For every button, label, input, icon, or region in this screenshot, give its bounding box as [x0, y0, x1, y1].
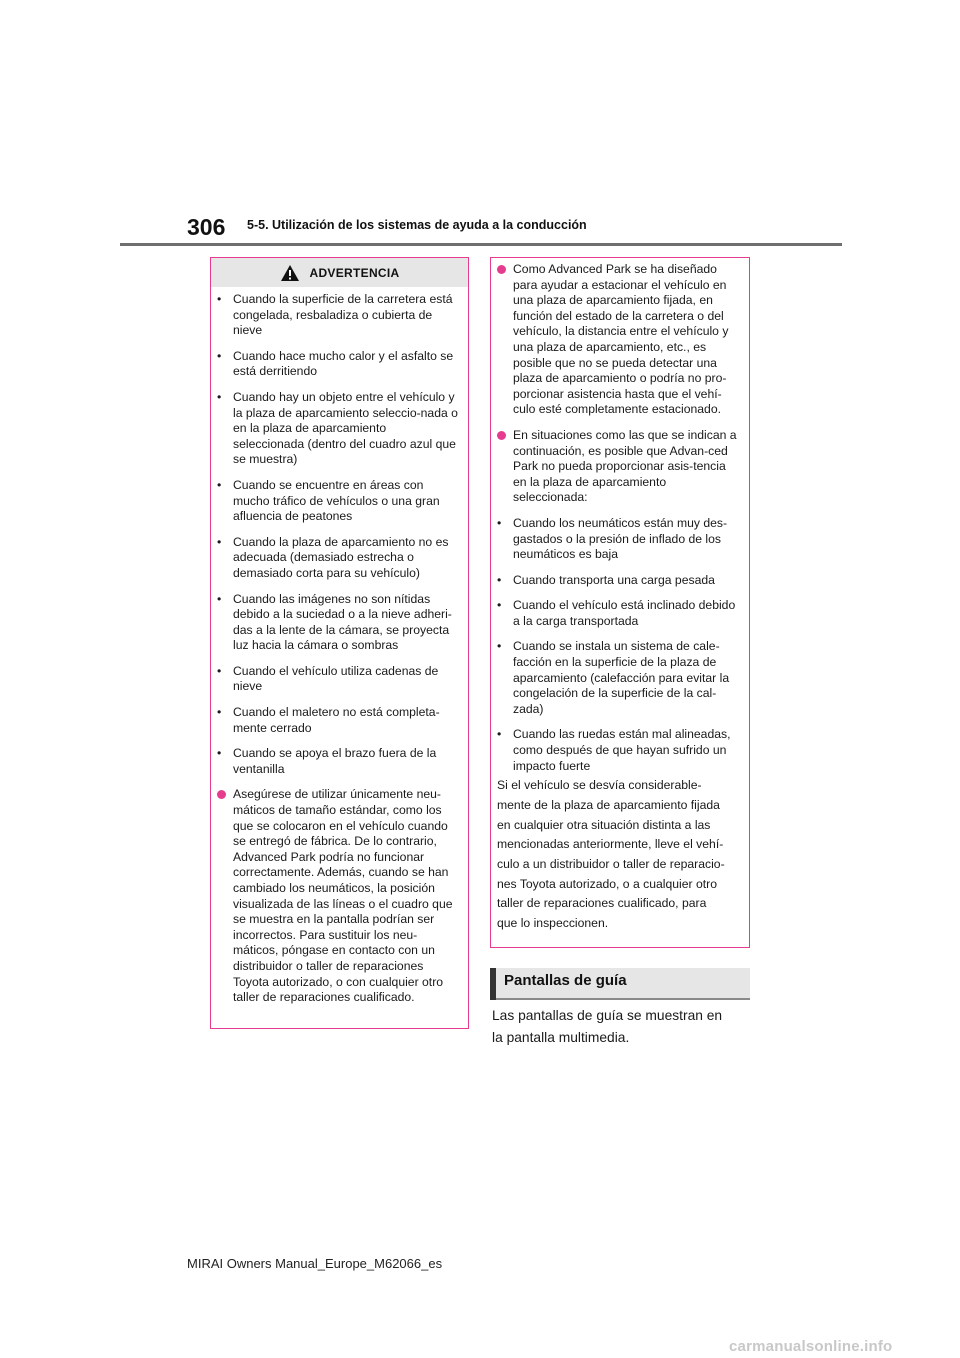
warning-item-text: Cuando hace mucho calor y el asfalto se está derritiendo: [233, 348, 454, 379]
bullet-marker: •: [497, 515, 502, 530]
info-closing-paragraph: [497, 776, 741, 934]
info-item: [497, 573, 741, 589]
bullet-marker: •: [497, 572, 502, 587]
bullet-marker: •: [497, 727, 502, 742]
warning-item-text: Cuando se encuentre en áreas con mucho tráfico de vehículos o una gran afluencia de peatones: [233, 477, 440, 524]
guide-line: Las pantallas de guía se muestran en: [492, 1008, 723, 1023]
warning-item: [217, 535, 458, 582]
bullet-marker: •: [217, 389, 222, 404]
info-box: [490, 257, 750, 948]
section-title: 5-5. Utilización de los sistemas de ayuda a la conducción: [247, 218, 587, 232]
bullet-marker: •: [217, 477, 222, 492]
pink-bullet-icon: [497, 431, 506, 440]
guide-section-heading: [490, 968, 750, 1000]
info-item-text: Cuando transporta una carga pesada: [513, 572, 715, 587]
info-note: [497, 262, 741, 418]
pink-bullet-icon: [217, 790, 226, 799]
warning-item: [217, 705, 458, 736]
info-item: [497, 639, 741, 717]
closing-line: mente de la plaza de aparcamiento fijada: [497, 797, 720, 812]
closing-line: mencionadas anteriormente, lleve el vehí-: [497, 837, 724, 852]
bullet-marker: •: [217, 292, 222, 306]
closing-line: culo a un distribuidor o taller de reparacio-: [497, 857, 725, 872]
bullet-marker: •: [497, 639, 502, 654]
warning-triangle-icon: [280, 264, 300, 282]
warning-item: [217, 390, 458, 468]
warning-item: [217, 592, 458, 654]
watermark: carmanualsonline.info: [729, 1338, 893, 1355]
warning-item-text: Cuando se apoya el brazo fuera de la ventanilla: [233, 746, 437, 776]
footer-manual-name: MIRAI Owners Manual_Europe_M62066_es: [187, 1256, 443, 1271]
guide-section-title: Pantallas de guía: [504, 972, 627, 989]
info-item-text: Cuando se instala un sistema de cale-facción en la superficie de la plaza de aparcamiento (calefacción para evitar la congelación de la superficie de la cal-zada): [513, 639, 730, 716]
info-item-text: Cuando las ruedas están mal alineadas, como después de que hayan sufrido un impacto fuerte: [513, 727, 731, 773]
warning-item-text: Cuando las imágenes no son nítidas debido a la suciedad o a la nieve adheri-das a la lente de la cámara, se proyecta luz hacia la cámara o sombras: [233, 591, 452, 653]
info-note: [497, 428, 741, 506]
warning-item-text: Cuando el maletero no está completa-mente cerrado: [233, 705, 440, 735]
warning-item-text: Cuando el vehículo utiliza cadenas de nieve: [233, 663, 439, 694]
guide-line: la pantalla multimedia.: [492, 1030, 630, 1045]
warning-item: [217, 664, 458, 695]
warning-item: [217, 746, 458, 777]
warning-box: [210, 257, 469, 1029]
warning-item-text: Cuando la superficie de la carretera está congelada, resbaladiza o cubierta de nieve: [233, 292, 453, 338]
warning-item-text: Cuando hay un objeto entre el vehículo y la plaza de aparcamiento seleccio-nada o en la plaza de aparcamiento seleccionada (dentro del cuadro azul que se muestra): [233, 389, 458, 467]
info-item: [497, 727, 741, 774]
bullet-marker: •: [217, 705, 222, 720]
warning-item-text: Cuando la plaza de aparcamiento no es adecuada (demasiado estrecha o demasiado corta para su vehículo): [233, 534, 449, 580]
closing-line: en cualquier otra situación distinta a las: [497, 817, 711, 832]
warning-item: [217, 478, 458, 525]
bullet-marker: •: [217, 663, 222, 678]
bullet-marker: •: [217, 746, 222, 761]
pink-bullet-icon: [497, 265, 506, 274]
info-item-text: Cuando el vehículo está inclinado debido a la carga transportada: [513, 598, 736, 628]
info-item: [497, 598, 741, 629]
bullet-marker: •: [217, 591, 222, 606]
info-body: [491, 258, 749, 934]
info-note-text: Como Advanced Park se ha diseñado para ayudar a estacionar el vehículo en una plaza de aparcamiento fijada, en función del estado de la carretera o del vehículo, la distancia entre el vehículo y una plaza de aparcamiento, etc., es posible que no se pueda detectar una plaza de aparcamiento o podría no pro-porcionar asistencia hasta que el vehí-culo esté completamente estacionado.: [513, 262, 729, 417]
info-item: [497, 516, 741, 563]
warning-item: [217, 349, 458, 380]
warning-note-text: Asegúrese de utilizar únicamente neu-máticos de tamaño estándar, como los que se colocaron en el vehículo cuando se entregó de fábrica. De lo contrario, Advanced Park podría no funcionar correctamente. Además, cuando se han cambiado los neumáticos, la posición visualizada de las líneas o el cuadro que se muestra en la pantalla podrían ser incorrectos. Para sustituir los neu-máticos, póngase en contacto con un distribuidor o taller de reparaciones Toyota autorizado, o con cualquier otro taller de reparaciones cualificado.: [233, 787, 453, 1005]
warning-header: [211, 258, 468, 287]
bullet-marker: •: [217, 534, 222, 549]
bullet-marker: •: [217, 348, 222, 363]
closing-line: nes Toyota autorizado, o a cualquier otro: [497, 876, 717, 891]
header-rule: [120, 243, 842, 246]
info-item-text: Cuando los neumáticos están muy des-gastados o la presión de inflado de los neumáticos es baja: [513, 515, 728, 562]
bullet-marker: •: [497, 598, 502, 613]
warning-item: [217, 292, 458, 339]
info-note-text: En situaciones como las que se indican a continuación, es posible que Advan-ced Park no pueda proporcionar asis-tencia en la plaza de aparcamiento seleccionada:: [513, 427, 737, 505]
page-number: 306: [187, 214, 226, 240]
closing-line: taller de reparaciones cualificado, para: [497, 896, 707, 911]
guide-paragraph: [492, 1005, 750, 1049]
closing-line: que lo inspeccionen.: [497, 916, 609, 931]
warning-note: [217, 787, 458, 1005]
heading-accent-bar: [490, 968, 496, 1000]
warning-title: ADVERTENCIA: [309, 265, 400, 280]
warning-body: [211, 287, 468, 1006]
closing-line: Si el vehículo se desvía considerable-: [497, 778, 702, 793]
